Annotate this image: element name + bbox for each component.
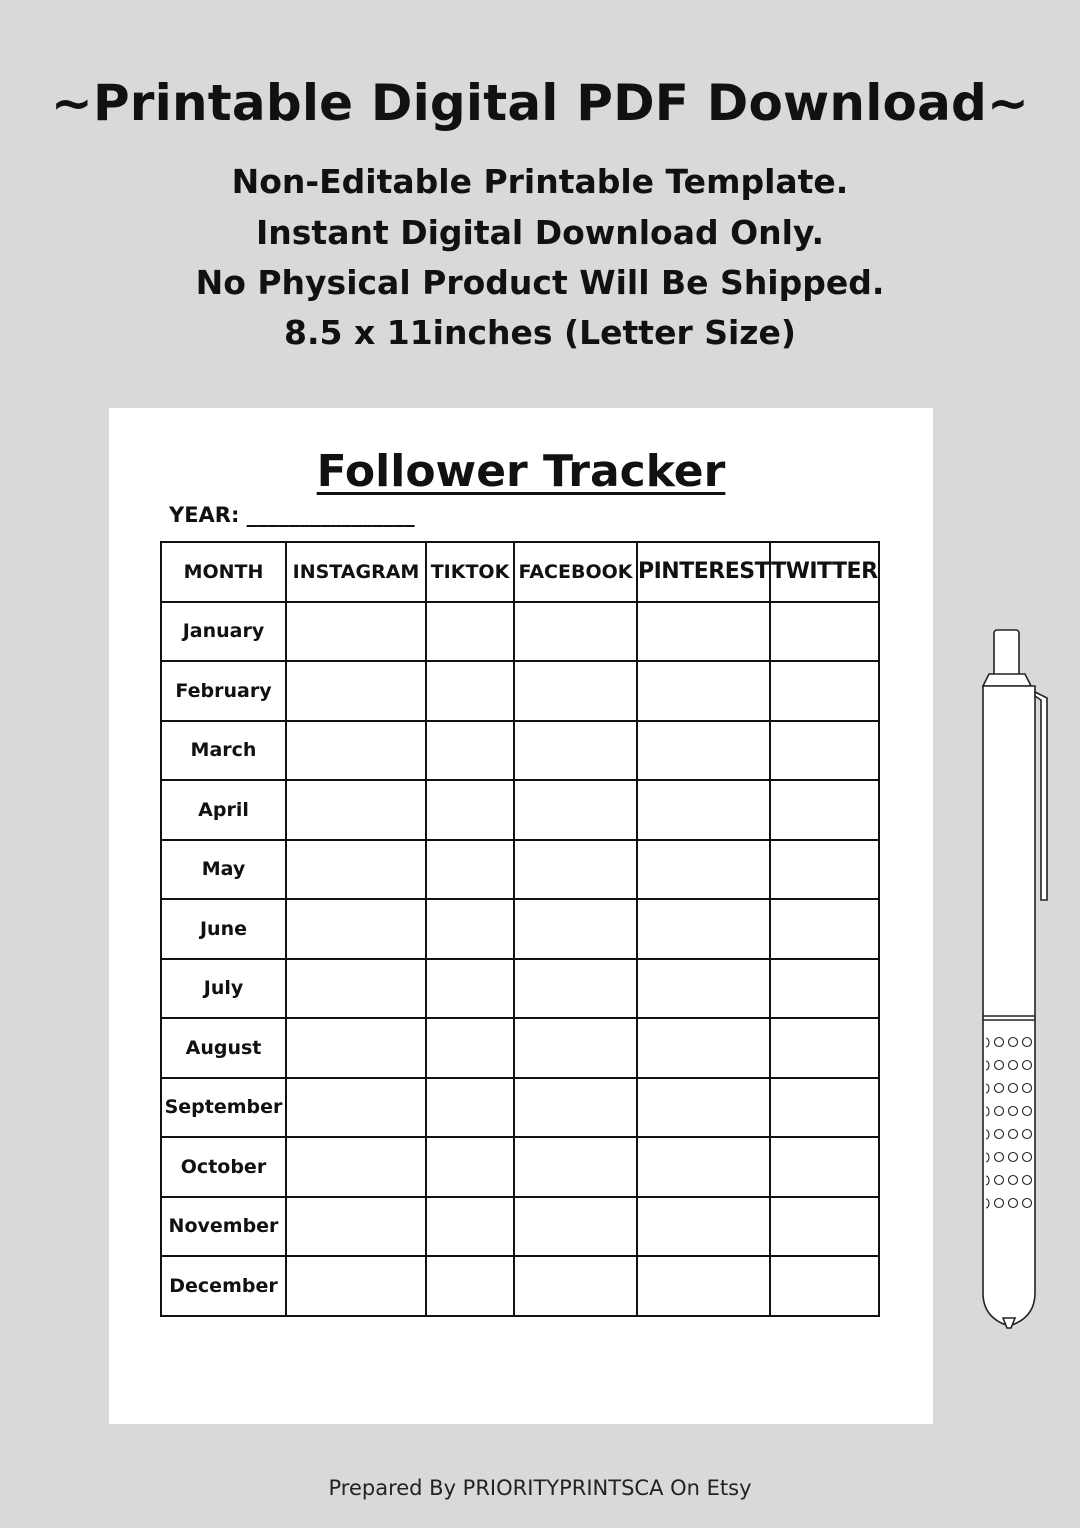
month-cell: March [161, 721, 286, 781]
table-row [161, 661, 879, 721]
table-cell [514, 1078, 637, 1138]
tracker-title: Follower Tracker [316, 446, 726, 497]
month-cell: November [161, 1197, 286, 1257]
tracker-table [160, 541, 880, 1317]
table-cell [426, 1018, 514, 1078]
table-cell [286, 1197, 426, 1257]
table-cell [770, 721, 878, 781]
table-cell [514, 1256, 637, 1316]
table-cell [426, 840, 514, 900]
table-cell [637, 602, 770, 662]
subline-3: No Physical Product Will Be Shipped. [195, 263, 885, 302]
table-row [161, 721, 879, 781]
table-cell [770, 1137, 878, 1197]
table-cell [637, 840, 770, 900]
table-cell [637, 721, 770, 781]
col-header-month: MONTH [161, 542, 286, 602]
table-cell [514, 959, 637, 1019]
table-header-row [161, 542, 879, 602]
table-row [161, 1256, 879, 1316]
table-row [161, 1197, 879, 1257]
table-cell [637, 1078, 770, 1138]
table-cell [770, 1256, 878, 1316]
table-cell [286, 1078, 426, 1138]
table-cell [770, 1078, 878, 1138]
table-cell [286, 1137, 426, 1197]
table-cell [514, 1197, 637, 1257]
table-cell [637, 1018, 770, 1078]
table-cell [286, 959, 426, 1019]
footer-credit: Prepared By PRIORITYPRINTSCA On Etsy [328, 1476, 752, 1500]
table-cell [514, 1137, 637, 1197]
table-cell [514, 721, 637, 781]
table-cell [426, 721, 514, 781]
table-cell [637, 780, 770, 840]
month-cell: July [161, 959, 286, 1019]
table-cell [514, 602, 637, 662]
table-cell [770, 840, 878, 900]
table-cell [770, 780, 878, 840]
month-cell: August [161, 1018, 286, 1078]
month-cell: December [161, 1256, 286, 1316]
col-header-tiktok: TIKTOK [426, 542, 514, 602]
table-cell [286, 840, 426, 900]
table-cell [426, 602, 514, 662]
table-cell [637, 1197, 770, 1257]
table-cell [426, 899, 514, 959]
table-cell [426, 1197, 514, 1257]
month-cell: June [161, 899, 286, 959]
table-cell [637, 1256, 770, 1316]
table-cell [286, 899, 426, 959]
table-cell [426, 959, 514, 1019]
pen-icon [975, 628, 1055, 1333]
table-cell [770, 661, 878, 721]
month-cell: September [161, 1078, 286, 1138]
table-row [161, 959, 879, 1019]
subline-4: 8.5 x 11inches (Letter Size) [284, 313, 796, 352]
table-cell [426, 661, 514, 721]
tracker-sheet [109, 408, 933, 1424]
page-headline: ~Printable Digital PDF Download~ [50, 74, 1030, 132]
table-cell [514, 899, 637, 959]
table-row [161, 1137, 879, 1197]
col-header-facebook: FACEBOOK [514, 542, 637, 602]
table-row [161, 899, 879, 959]
table-cell [637, 661, 770, 721]
table-cell [426, 1256, 514, 1316]
table-cell [770, 1018, 878, 1078]
table-cell [514, 1018, 637, 1078]
table-row [161, 1018, 879, 1078]
table-cell [637, 1137, 770, 1197]
table-cell [637, 899, 770, 959]
subline-1: Non-Editable Printable Template. [231, 162, 849, 201]
table-cell [286, 780, 426, 840]
table-cell [514, 780, 637, 840]
table-cell [286, 1018, 426, 1078]
month-cell: October [161, 1137, 286, 1197]
table-row [161, 602, 879, 662]
table-cell [770, 1197, 878, 1257]
table-cell [426, 1078, 514, 1138]
month-cell: April [161, 780, 286, 840]
table-cell [770, 899, 878, 959]
table-cell [286, 661, 426, 721]
subline-2: Instant Digital Download Only. [256, 213, 824, 252]
table-row [161, 780, 879, 840]
table-cell [286, 721, 426, 781]
col-header-pinterest: PINTEREST [637, 542, 770, 602]
table-cell [770, 602, 878, 662]
table-cell [514, 661, 637, 721]
table-cell [286, 1256, 426, 1316]
col-header-instagram: INSTAGRAM [286, 542, 426, 602]
table-cell [770, 959, 878, 1019]
table-cell [286, 602, 426, 662]
table-row [161, 840, 879, 900]
month-cell: May [161, 840, 286, 900]
table-cell [514, 840, 637, 900]
col-header-twitter: TWITTER [770, 542, 878, 602]
month-cell: January [161, 602, 286, 662]
year-label: YEAR: ________________ [169, 503, 415, 527]
table-cell [426, 1137, 514, 1197]
table-cell [637, 959, 770, 1019]
table-cell [426, 780, 514, 840]
month-cell: February [161, 661, 286, 721]
table-row [161, 1078, 879, 1138]
